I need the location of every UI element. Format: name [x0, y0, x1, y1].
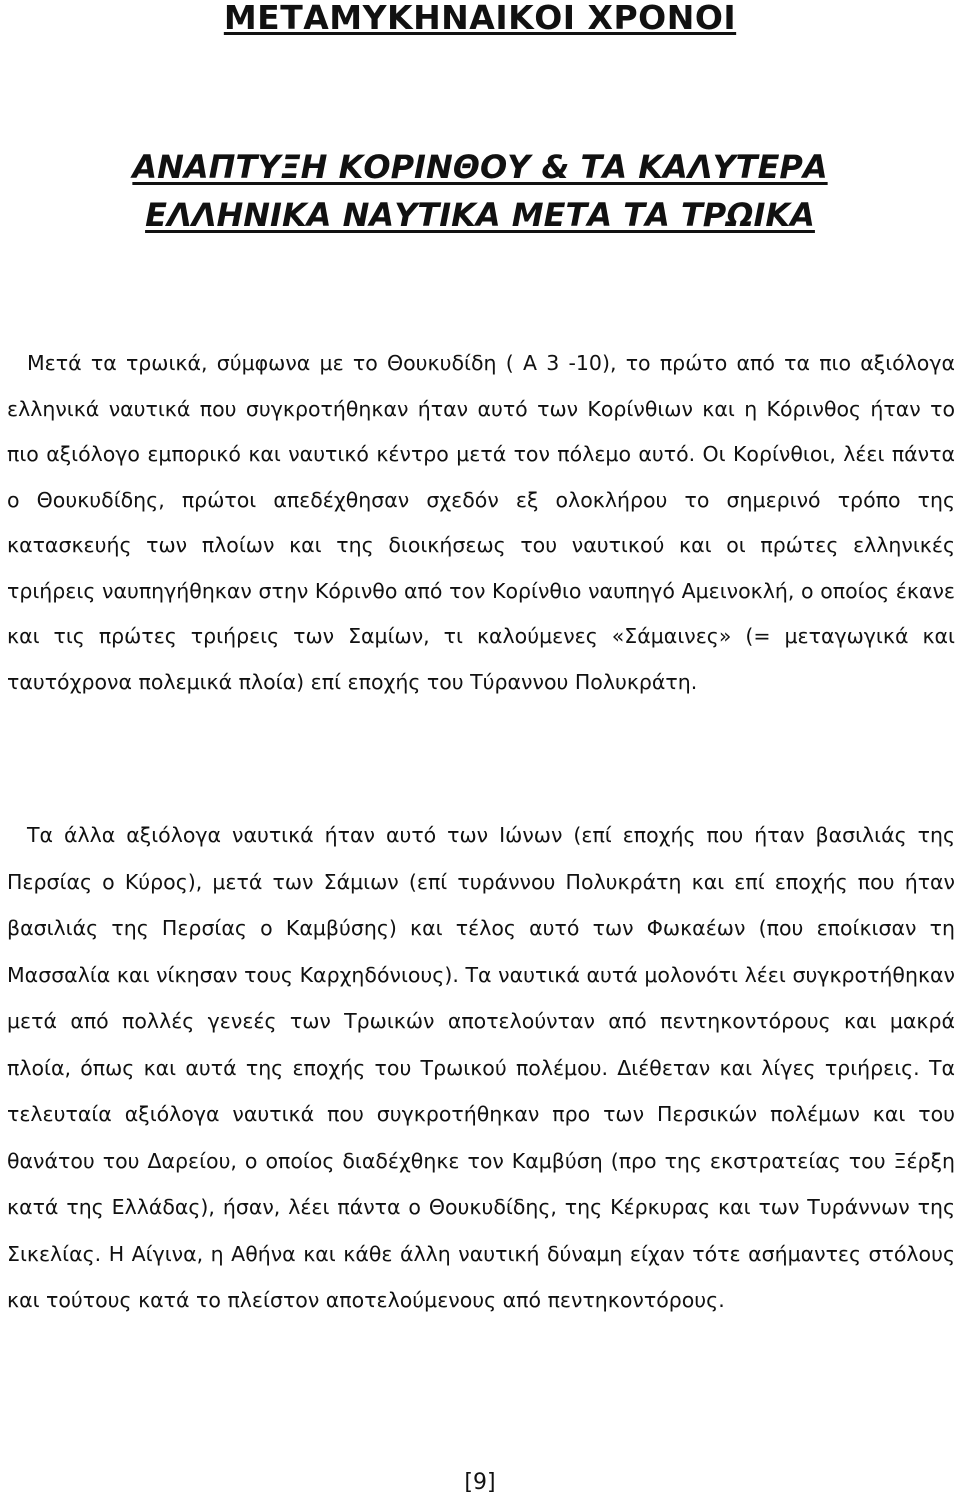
page-title: ΜΕΤΑΜΥΚΗΝΑΙΚΟΙ ΧΡΟΝΟΙ: [223, 0, 737, 37]
body-paragraph-2: Τα άλλα αξιόλογα ναυτικά ήταν αυτό των Ιώνων (επί εποχής που ήταν βασιλιάς της Περσίας ο Κύρος), μετά των Σάμιων (επί τυράννου Πολυκράτη και επί εποχής που ήταν βασιλιάς της Περσίας ο Καμβύσης) και τέλος αυτό των Φωκαέων (που εποίκισαν τη Μασσαλία και νίκησαν τους Καρχηδόνιους). Τα ναυτικά αυτά μολονότι λέει συγκροτήθηκαν μετά από πολλές γενεές των Τρωικών αποτελούνταν από πεντηκοντόρους και μακρά πλοία, όπως και αυτά της εποχής του Τρωικού πολέμου. Διέθεταν και λίγες τριήρεις. Τα τελευταία αξιόλογα ναυτικά που συγκροτήθηκαν προ των Περσικών πολέμων και του θανάτου του Δαρείου, ο οποίος διαδέχθηκε τον Καμβύση (πρo της εκστρατείας του Ξέρξη κατά της Ελλάδας), ήσαν, λέει πάντα ο Θουκυδίδης, της Κέρκυρας και των Τυράννων της Σικελίας. Η Αίγινα, η Αθήνα και κάθε άλλη ναυτική δύναμη είχαν τότε ασήμαντες στόλους και τούτους κατά το πλείστον αποτελούμενους από πεντηκοντόρους.: [7, 823, 955, 1312]
section-title-line-1: ΑΝΑΠΤΥΞΗ ΚΟΡΙΝΘΟΥ & ΤΑ ΚΑΛΥΤΕΡΑ: [132, 148, 828, 186]
page-number: [9]: [464, 1470, 496, 1495]
body-paragraph-1: Μετά τα τρωικά, σύμφωνα με το Θουκυδίδη ( Α 3 -10), το πρώτο από τα πιο αξιόλογα ελληνικά ναυτικά που συγκροτήθηκαν ήταν αυτό των Κορίνθιων και η Κόρινθος ήταν το πιο αξιόλογο εμπορικό και ναυτικό κέντρο μετά τον πόλεμο αυτό. Οι Κορίνθιοι, λέει πάντα ο Θουκυδίδης, πρώτοι απεδέχθησαν σχεδόν εξ ολοκλήρου το σημερινό τρόπο της κατασκευής των πλοίων και της διοικήσεως του ναυτικού και οι πρώτες ελληνικές τριήρεις ναυπηγήθηκαν στην Κόρινθο από τον Κορίνθιο ναυπηγό Αμεινοκλή, ο οποίος έκανε και τις πρώτες τριήρεις των Σαμίων, τι καλούμενες «Σάμαινες» (= μεταγωγικά και ταυτόχρονα πολεμικά πλοία) επί εποχής του Τύραννου Πολυκράτη.: [7, 351, 955, 694]
section-title: [0, 143, 960, 239]
section-title-line-2: ΕΛΛΗΝΙΚΑ ΝΑΥΤΙΚΑ ΜΕΤΑ ΤΑ ΤΡΩΙΚΑ: [145, 196, 815, 234]
